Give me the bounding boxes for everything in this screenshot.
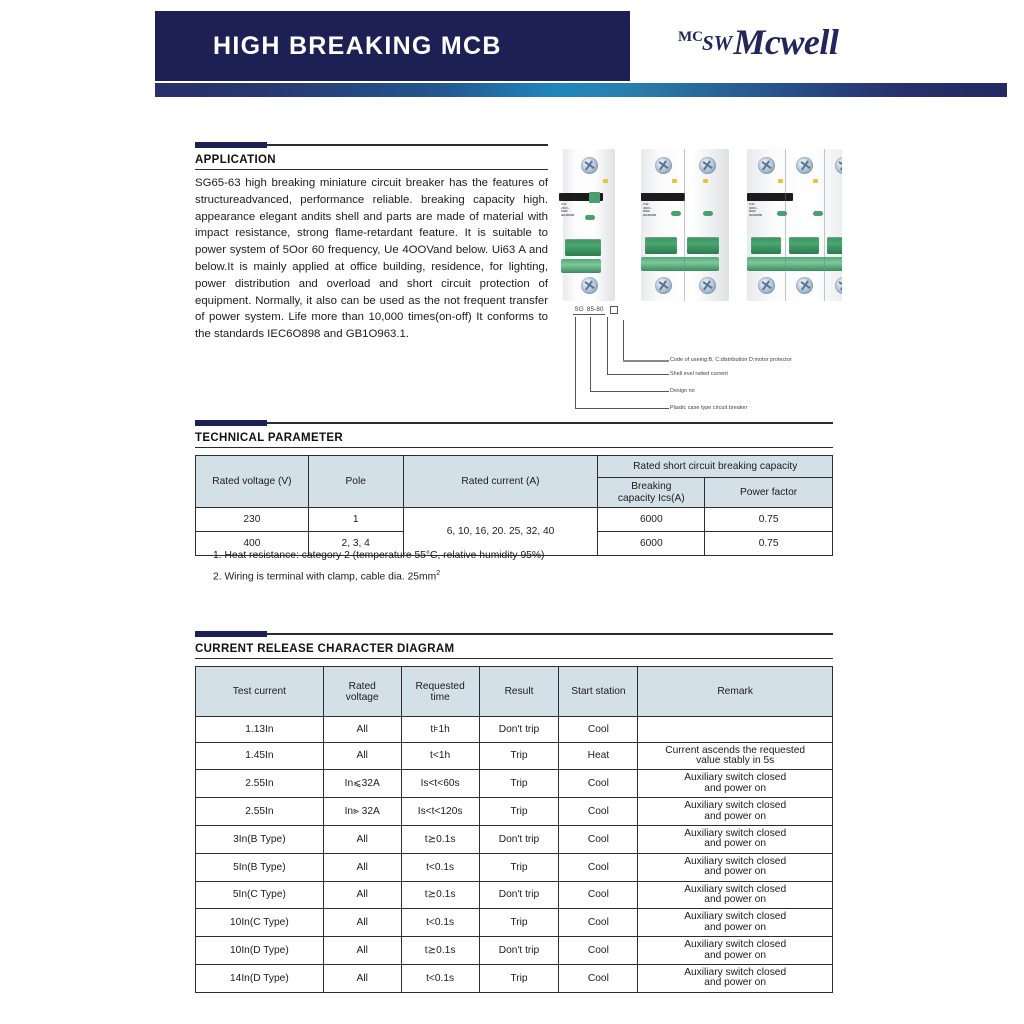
terminal-screw-icon — [581, 157, 598, 174]
logo-brand-name: Mcwell — [733, 22, 839, 62]
col-breaking-capacity-line1: Breaking — [631, 481, 672, 492]
mcb-toggle-handle — [565, 239, 601, 256]
terminal-screw-icon — [835, 157, 842, 174]
cell-power-factor: 0.75 — [705, 532, 833, 556]
model-code-label-shell-current: Shell evel ratied current — [670, 371, 728, 377]
mcb-green-window — [585, 215, 595, 220]
cell-result: Don't trip — [479, 825, 559, 853]
cell-remark-line1: Auxiliary switch closed — [684, 855, 787, 867]
mcb-toggle-handle — [827, 237, 842, 254]
mcb-handle-bar — [561, 259, 601, 273]
mcb-yellow-marker — [703, 179, 708, 183]
mcb-module-seam — [785, 149, 786, 301]
cell-pole: 1 — [308, 508, 403, 532]
page-header — [0, 0, 1024, 120]
cell-requested-time: t<0.1s — [401, 853, 479, 881]
model-code-segment-prefix: SG — [574, 306, 584, 313]
brand-logo — [678, 24, 838, 70]
table-row — [196, 798, 833, 826]
technical-parameter-table — [195, 455, 833, 556]
cell-rated-voltage: All — [323, 853, 401, 881]
terminal-screw-icon — [796, 277, 813, 294]
cell-remark-line2: and power on — [704, 949, 767, 961]
cell-test-current: 5In(C Type) — [196, 881, 324, 909]
cell-remark-line1: Auxiliary switch closed — [684, 772, 787, 784]
mcb-yellow-marker — [672, 179, 677, 183]
cell-requested-time: t⪰0.1s — [401, 825, 479, 853]
model-code-string — [573, 306, 618, 315]
cell-remark-line2: and power on — [704, 977, 767, 989]
cell-result: Trip — [479, 742, 559, 770]
cell-rated-voltage: All — [323, 825, 401, 853]
col-power-factor: Power factor — [705, 478, 833, 508]
cell-result: Trip — [479, 909, 559, 937]
mcb-label-text: C32 230V~ 6000 IEC60898 — [561, 202, 574, 217]
cell-test-current: 1.13In — [196, 717, 324, 743]
header-title-band — [155, 11, 630, 81]
terminal-screw-icon — [835, 277, 842, 294]
cell-result: Don't trip — [479, 717, 559, 743]
mcb-label-text: C32 400V~ 6000 IEC60898 — [643, 202, 656, 217]
mcb-body — [641, 149, 729, 301]
terminal-screw-icon — [758, 277, 775, 294]
page-title: HIGH BREAKING MCB — [213, 31, 502, 60]
leader-line-horizontal — [590, 391, 669, 392]
cell-pole: 2, 3, 4 — [308, 532, 403, 556]
cell-rated-voltage: In⪢ 32A — [323, 798, 401, 826]
cell-rated-voltage: In⩽32A — [323, 770, 401, 798]
cell-requested-time: t⪰0.1s — [401, 937, 479, 965]
terminal-screw-icon — [699, 277, 716, 294]
cell-start-station: Heat — [559, 742, 638, 770]
col-remark: Remark — [638, 667, 833, 717]
col-requested-time — [401, 667, 479, 717]
cell-breaking-capacity: 6000 — [598, 532, 705, 556]
cell-remark-line1: Auxiliary switch closed — [684, 967, 787, 978]
cell-result: Trip — [479, 965, 559, 993]
cell-test-current: 14In(D Type) — [196, 965, 324, 993]
cell-test-current: 2.55In — [196, 798, 324, 826]
mcb-label-text: C32 400V~ 6000 IEC60898 — [749, 202, 762, 217]
heading-thin-rule — [267, 633, 833, 635]
current-release-section — [195, 629, 833, 993]
current-release-table — [195, 666, 833, 993]
cell-rated-voltage: All — [323, 909, 401, 937]
mcb-unit-2pole — [641, 149, 729, 301]
cell-remark-line1: Auxiliary switch closed — [684, 911, 787, 923]
mcb-top-terminals — [747, 155, 842, 175]
leader-line-vertical — [590, 317, 591, 392]
release-heading-rule — [195, 629, 833, 642]
technical-note-2-text: 2. Wiring is terminal with clamp, cable dia. 25mm — [213, 571, 437, 583]
mcb-green-window — [703, 211, 713, 216]
technical-parameter-section — [195, 418, 833, 556]
table-header-row — [196, 456, 833, 478]
cell-result: Don't trip — [479, 881, 559, 909]
terminal-screw-icon — [796, 157, 813, 174]
mcb-green-window — [813, 211, 823, 216]
cell-test-current: 3In(B Type) — [196, 825, 324, 853]
cell-requested-time: t<1h — [401, 742, 479, 770]
technical-note-2 — [213, 565, 544, 586]
col-pole: Pole — [308, 456, 403, 508]
product-photo — [557, 137, 842, 309]
model-code-label-breaker-type: Plastic case type circuit breaker — [670, 405, 748, 411]
mcb-toggle-handle — [751, 237, 781, 254]
mcb-module-seam — [824, 149, 825, 301]
mcb-module-seam — [684, 149, 685, 301]
mcb-label-strip — [747, 193, 793, 201]
cell-remark-line2: and power on — [704, 866, 767, 878]
release-heading-underline — [195, 658, 833, 659]
cell-rated-current-values: 6, 10, 16, 20. 25, 32, 40 — [403, 508, 598, 556]
mcb-bottom-terminals — [563, 275, 615, 295]
mcb-top-terminals — [641, 155, 729, 175]
mcb-bottom-terminals — [641, 275, 729, 295]
mcb-toggle-handle — [687, 237, 719, 254]
col-rated-voltage-line2: voltage — [345, 691, 379, 703]
cell-power-factor: 0.75 — [705, 508, 833, 532]
cell-rated-voltage: 400 — [196, 532, 309, 556]
cell-start-station: Cool — [559, 717, 638, 743]
table-row — [196, 937, 833, 965]
leader-line-vertical — [607, 317, 608, 375]
mcb-toggle-handle — [789, 237, 819, 254]
heading-accent-bar — [195, 631, 267, 637]
leader-line-horizontal — [623, 360, 669, 362]
col-group-breaking-capacity: Rated short circuit breaking capacity — [598, 456, 833, 478]
technical-heading: TECHNICAL PARAMETER — [195, 432, 344, 444]
col-requested-time-line2: time — [430, 691, 450, 703]
cell-remark — [638, 853, 833, 881]
heading-thin-rule — [267, 422, 833, 424]
release-heading: CURRENT RELEASE CHARACTER DIAGRAM — [195, 643, 455, 655]
table-row — [196, 717, 833, 743]
mcb-yellow-marker — [778, 179, 783, 183]
col-rated-current: Rated current (A) — [403, 456, 598, 508]
terminal-screw-icon — [699, 157, 716, 174]
model-code-segment-series: 85-80 — [586, 306, 604, 313]
cell-test-current: 1.45In — [196, 742, 324, 770]
cell-result: Trip — [479, 853, 559, 881]
cell-remark — [638, 937, 833, 965]
cell-remark — [638, 770, 833, 798]
table-row — [196, 965, 833, 993]
cell-rated-voltage: All — [323, 965, 401, 993]
cell-remark — [638, 798, 833, 826]
leader-line-vertical — [575, 317, 576, 409]
cell-rated-voltage: All — [323, 717, 401, 743]
technical-note-2-superscript: 2 — [436, 570, 441, 577]
application-heading: APPLICATION — [195, 154, 276, 166]
cell-test-current: 10In(C Type) — [196, 909, 324, 937]
cell-rated-voltage: All — [323, 742, 401, 770]
mcb-top-terminals — [563, 155, 615, 175]
cell-start-station: Cool — [559, 853, 638, 881]
cell-remark-line2: and power on — [704, 921, 767, 933]
mcb-bottom-terminals — [747, 275, 842, 295]
table-row — [196, 909, 833, 937]
terminal-screw-icon — [581, 277, 598, 294]
model-code-label-usage: Code of useing:B, C;distribution D;motor protector — [670, 357, 792, 363]
cell-remark-line2: and power on — [704, 893, 767, 905]
application-heading-underline — [195, 169, 548, 170]
cell-remark — [638, 742, 833, 770]
cell-remark-line2: value stably in 5s — [696, 754, 775, 766]
cell-remark — [638, 717, 833, 743]
heading-thin-rule — [267, 144, 548, 146]
leader-line-horizontal — [575, 408, 669, 409]
cell-test-current: 10In(D Type) — [196, 937, 324, 965]
cell-remark — [638, 825, 833, 853]
table-row — [196, 853, 833, 881]
cell-requested-time: t⪰0.1s — [401, 881, 479, 909]
cell-rated-voltage: All — [323, 937, 401, 965]
cell-remark-line2: and power on — [704, 838, 767, 850]
mcb-body — [563, 149, 615, 301]
cell-requested-time: Is<t<60s — [401, 770, 479, 798]
col-test-current: Test current — [196, 667, 324, 717]
col-rated-voltage-line1: Rated — [348, 680, 376, 692]
col-result: Result — [479, 667, 559, 717]
mcb-label-strip — [641, 193, 685, 201]
cell-result: Trip — [479, 798, 559, 826]
cell-remark-line2: and power on — [704, 810, 767, 822]
logo-mc-text: MC — [678, 29, 703, 45]
cell-requested-time: t<0.1s — [401, 965, 479, 993]
cell-start-station: Cool — [559, 798, 638, 826]
table-row — [196, 770, 833, 798]
cell-result: Don't trip — [479, 937, 559, 965]
cell-start-station: Cool — [559, 965, 638, 993]
table-row — [196, 742, 833, 770]
heading-accent-bar — [195, 420, 267, 426]
application-body-text: SG65-63 high breaking miniature circuit breaker has the features of structureadvanced, performance reliable. breaking capacity high. appearance elegant andits shell and parts are made of material with impact resistance, strong flame-retardant feature. It is suitable to power system of 5Oor 60 frequency, Ue 4OOVand below. Ui63 A and below.It is mainly applied at office building, residence, for lighting, power distribution and overload and short circuit protection of equipment. Normally, it also can be used as the not frequent transfer of power system. Life more than 10,000 times(on-off) It conforms to the standards IEC6O898 and GB1O963.1. — [195, 177, 548, 341]
cell-breaking-capacity: 6000 — [598, 508, 705, 532]
table-row — [196, 508, 833, 532]
logo-sw-text: SW — [702, 31, 733, 55]
model-code-diagram — [567, 306, 837, 414]
cell-remark — [638, 881, 833, 909]
col-start-station: Start station — [559, 667, 638, 717]
mcb-green-window — [671, 211, 681, 216]
cell-start-station: Cool — [559, 825, 638, 853]
cell-result: Trip — [479, 770, 559, 798]
cell-requested-time: Is<t<120s — [401, 798, 479, 826]
cell-test-current: 5In(B Type) — [196, 853, 324, 881]
cell-test-current: 2.55In — [196, 770, 324, 798]
cell-remark-line1: Current ascends the requested — [665, 744, 806, 756]
mcb-handle-bar — [747, 257, 842, 271]
mcb-yellow-marker — [813, 179, 818, 183]
technical-heading-underline — [195, 447, 833, 448]
model-code-empty-box — [610, 306, 618, 314]
technical-notes — [213, 547, 544, 586]
table-header-row — [196, 667, 833, 717]
cell-start-station: Cool — [559, 881, 638, 909]
col-rated-voltage: Rated voltage (V) — [196, 456, 309, 508]
table-row — [196, 825, 833, 853]
cell-remark-line2: and power on — [704, 782, 767, 794]
table-row — [196, 881, 833, 909]
leader-line-vertical — [623, 320, 624, 361]
cell-remark-line1: Auxiliary switch closed — [684, 939, 787, 951]
cell-start-station: Cool — [559, 770, 638, 798]
cell-remark — [638, 965, 833, 993]
mcb-unit-1pole — [563, 149, 615, 301]
mcb-green-indicator — [589, 192, 600, 203]
mcb-body — [747, 149, 842, 301]
col-requested-time-line1: Requested — [415, 680, 465, 692]
cell-rated-voltage: 230 — [196, 508, 309, 532]
mcb-handle-bar — [641, 257, 719, 271]
heading-accent-bar — [195, 142, 267, 148]
mcb-unit-3pole — [747, 149, 842, 301]
mcb-toggle-handle — [645, 237, 677, 254]
cell-start-station: Cool — [559, 909, 638, 937]
cell-remark-line1: Auxiliary switch closed — [684, 800, 787, 812]
header-gradient-bar — [155, 83, 1007, 97]
cell-remark — [638, 909, 833, 937]
col-rated-voltage — [323, 667, 401, 717]
leader-line-horizontal — [607, 374, 669, 375]
application-section — [195, 140, 548, 343]
mcb-yellow-marker — [603, 179, 608, 183]
terminal-screw-icon — [655, 277, 672, 294]
col-breaking-capacity-line2: capacity Ics(A) — [617, 492, 685, 504]
col-breaking-capacity — [598, 478, 705, 508]
cell-start-station: Cool — [559, 937, 638, 965]
cell-requested-time: t⊧1h — [401, 717, 479, 743]
cell-remark-line1: Auxiliary switch closed — [684, 883, 787, 895]
technical-note-1: 1. Heat resistance: category 2 (temperature 55°C, relative humidity 95%) — [213, 550, 545, 561]
terminal-screw-icon — [655, 157, 672, 174]
application-heading-rule — [195, 140, 548, 153]
cell-remark-line1: Auxiliary switch closed — [684, 827, 787, 839]
terminal-screw-icon — [758, 157, 775, 174]
cell-requested-time: t<0.1s — [401, 909, 479, 937]
cell-rated-voltage: All — [323, 881, 401, 909]
technical-heading-rule — [195, 418, 833, 431]
model-code-label-design-no: Design no — [670, 388, 695, 394]
